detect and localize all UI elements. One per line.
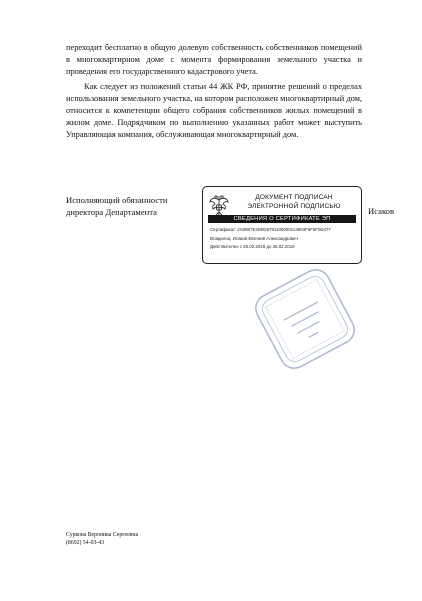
- executor-name: Суркова Вероника Сергеевна: [66, 532, 139, 538]
- incoming-registration-stamp: [247, 261, 363, 377]
- certificate-owner: Владелец: Исаков Евгений Александрович: [210, 236, 298, 241]
- esign-heading-line2: ЭЛЕКТРОННОЙ ПОДПИСЬЮ: [247, 202, 341, 210]
- certificate-number: Сертификат: 2A0887E2D8D6761100000113803F6F6F0D477: [210, 227, 331, 232]
- certificate-validity: Действителен с 26.02.2018 до 26.02.2019: [210, 244, 295, 249]
- executor-phone: (8692) 54-03-43: [66, 540, 105, 546]
- paragraph-1: переходит бесплатно в общую долевую собственность собственников помещений в многоквартирном доме с момента формирования земельного участка и проведения его государственного кадастрового учета.: [66, 43, 362, 77]
- esign-heading: [233, 194, 355, 211]
- signatory-name: Исаков: [368, 206, 395, 216]
- certificate-info-bar: СВЕДЕНИЯ О СЕРТИФИКАТЕ ЭП: [208, 215, 356, 223]
- esign-heading-line1: ДОКУМЕНТ ПОДПИСАН: [255, 194, 333, 201]
- electronic-signature-block: [202, 186, 362, 264]
- paragraph-2: Как следует из положений статьи 44 ЖК РФ, принятие решений о пределах использования земельного участка, на котором расположен многоквартирный дом, относится к компетенции общего собрания собственников жилых помещений в жилом доме. Подрядчиком по выполнению указанных работ может выступить Управляющая компания, обслуживающая многоквартирный дом.: [66, 81, 362, 140]
- executor-info: [66, 531, 138, 547]
- signatory-position: Исполняющий обязанности директора Департамента: [66, 195, 168, 217]
- letter-body: [66, 42, 362, 142]
